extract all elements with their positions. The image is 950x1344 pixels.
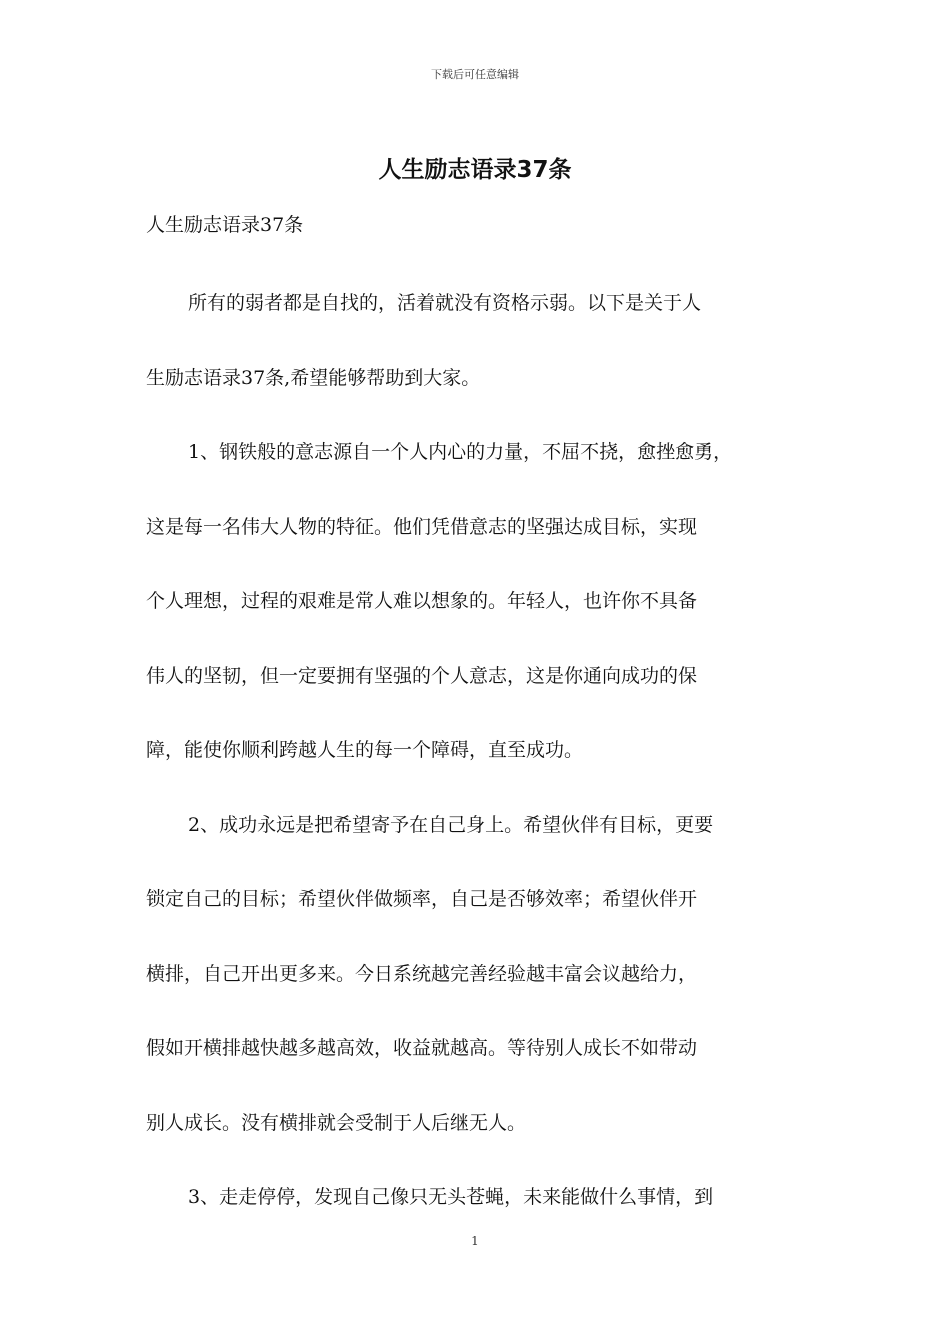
body-line: 2、成功永远是把希望寄予在自己身上。希望伙伴有目标，更要 — [188, 813, 714, 836]
body-line: 横排，自己开出更多来。今日系统越完善经验越丰富会议越给力， — [146, 962, 698, 985]
body-line: 这是每一名伟大人物的特征。他们凭借意志的坚强达成目标，实现 — [146, 515, 698, 538]
body-line: 1、钢铁般的意志源自一个人内心的力量，不屈不挠，愈挫愈勇， — [188, 441, 733, 463]
document-body — [146, 287, 806, 1256]
body-line: 别人成长。没有横排就会受制于人后继无人。 — [146, 1111, 527, 1134]
body-line: 3、走走停停，发现自己像只无头苍蝇，未来能做什么事情，到 — [188, 1186, 714, 1208]
body-line: 所有的弱者都是自找的，活着就没有资格示弱。以下是关于人 — [188, 292, 702, 314]
page-header-note: 下载后可任意编辑 — [431, 68, 519, 81]
body-line: 伟人的坚韧，但一定要拥有坚强的个人意志，这是你通向成功的保 — [146, 664, 698, 687]
document-subtitle: 人生励志语录37条 — [146, 214, 304, 236]
body-line: 锁定自己的目标；希望伙伴做频率，自己是否够效率；希望伙伴开 — [146, 888, 698, 910]
document-title: 人生励志语录37条 — [378, 157, 572, 183]
body-line: 障，能使你顺利跨越人生的每一个障碍，直至成功。 — [146, 739, 584, 761]
body-line: 个人理想，过程的艰难是常人难以想象的。年轻人，也许你不具备 — [146, 590, 698, 612]
body-line: 生励志语录37条,希望能够帮助到大家。 — [146, 366, 481, 389]
page-number: 1 — [471, 1234, 479, 1248]
body-line: 假如开横排越快越多越高效，收益就越高。等待别人成长不如带动 — [146, 1037, 698, 1059]
